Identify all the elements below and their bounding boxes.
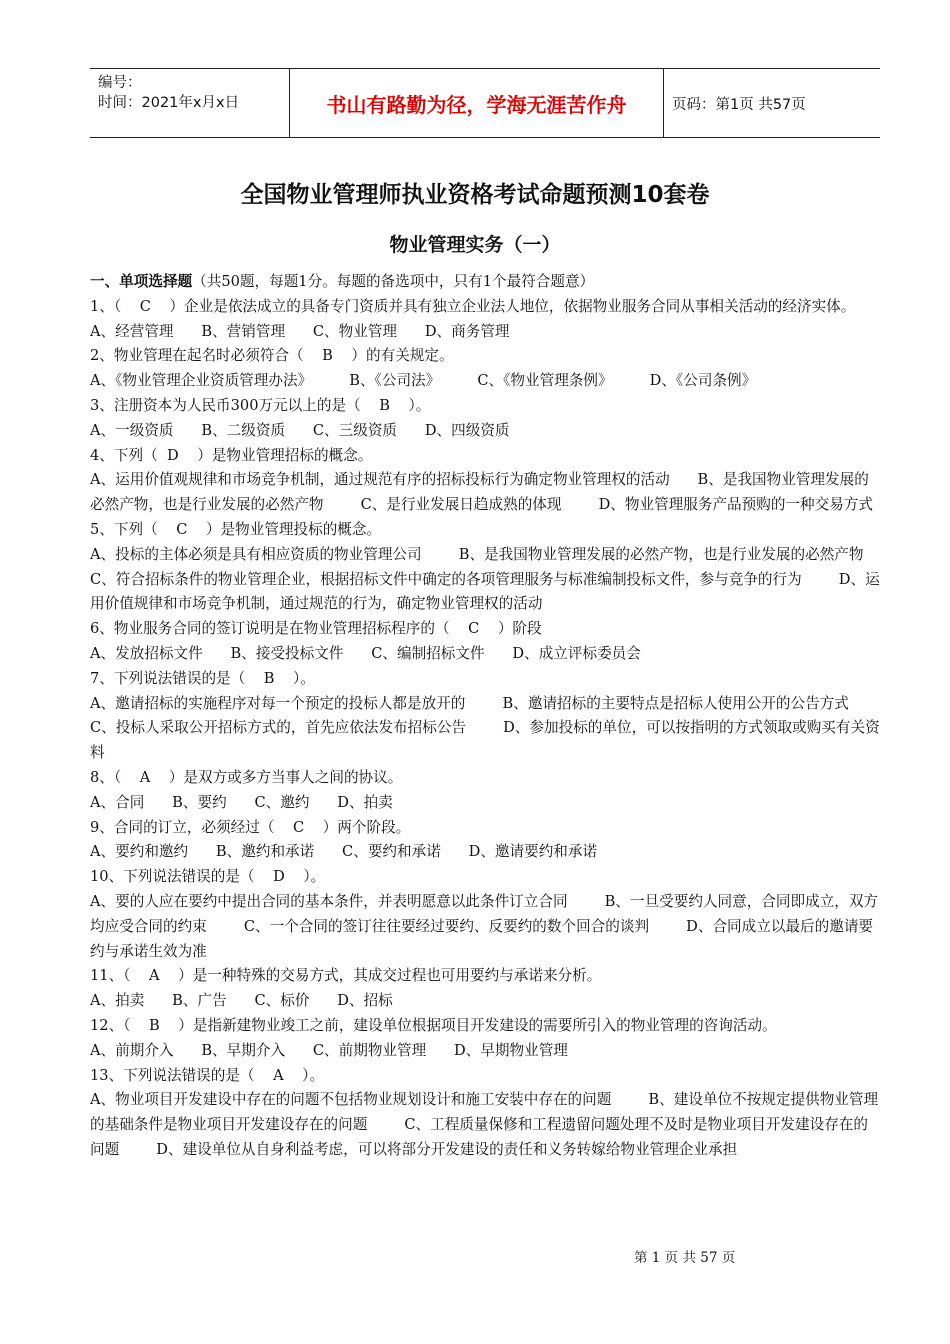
option-line: A、发放招标文件 B、接受投标文件 C、编制招标文件 D、成立评标委员会 <box>90 644 641 662</box>
question-line: 3、注册资本为人民币300万元以上的是（ B ）。 <box>90 396 431 414</box>
option-line: A、物业项目开发建设中存在的问题不包括物业规划设计和施工安装中存在的问题 B、建设单位不按规定提供物业管理的基础条件是物业项目开发建设存在的问题 C、工程质量保修和工程遗留问题处理不及时是物业项目开发建设存在的问题 D、建设单位从自身利益考虑，可以将部分开发建设的责任和义务转嫁给物业管理企业承担 <box>90 1091 879 1158</box>
section-heading-line <box>90 270 880 295</box>
option-line: A、一级资质 B、二级资质 C、三级资质 D、四级资质 <box>90 421 510 439</box>
option-line: A、投标的主体必须是具有相应资质的物业管理公司 B、是我国物业管理发展的必然产物，也是行业发展的必然产物 C、符合招标条件的物业管理企业，根据招标文件中确定的各项管理服务与标准编制投标文件，参与竞争的行为 D、运用价值规律和市场竞争机制，通过规范的行为，确定物业管理权的活动 <box>90 545 901 613</box>
question-line: 5、下列（ C ）是物业管理投标的概念。 <box>90 520 382 538</box>
question-line: 2、物业管理在起名时必须符合（ B ）的有关规定。 <box>90 347 454 365</box>
document-subtitle: 物业管理实务（一） <box>389 234 561 256</box>
option-line: A、经营管理 B、营销管理 C、物业管理 D、商务管理 <box>90 322 510 340</box>
question-line: 4、下列（ D ）是物业管理招标的概念。 <box>90 446 373 464</box>
header-motto: 书山有路勤为径，学海无涯苦作舟 <box>290 69 664 137</box>
question-line: 9、合同的订立，必须经过（ C ）两个阶段。 <box>90 818 411 836</box>
question-line: 6、物业服务合同的签订说明是在物业管理招标程序的（ C ）阶段 <box>90 620 542 638</box>
section-note: （共50题，每题1分。每题的备选项中，只有1个最符合题意） <box>192 273 595 290</box>
question-line: 8、（ A ）是双方或多方当事人之间的协议。 <box>90 768 403 786</box>
header-meta <box>90 69 290 137</box>
option-line: A、合同 B、要约 C、邀约 D、拍卖 <box>90 793 393 811</box>
page-footer: 第 1 页 共 57 页 <box>634 1250 736 1266</box>
time-label: 时间：2021年x月x日 <box>98 95 240 111</box>
serial-label: 编号： <box>98 75 142 91</box>
option-line: A、要约和邀约 B、邀约和承诺 C、要约和承诺 D、邀请要约和承诺 <box>90 843 598 861</box>
question-line: 1、（ C ）企业是依法成立的具备专门资质并具有独立企业法人地位，依据物业服务合同从事相关活动的经济实体。 <box>90 297 856 315</box>
question-line: 7、下列说法错误的是（ B ）。 <box>90 669 315 687</box>
header-page-info: 页码：第1页 共57页 <box>672 96 806 113</box>
section-heading: 一、单项选择题 <box>90 273 193 290</box>
page-header <box>90 68 880 138</box>
question-line: 13、下列说法错误的是（ A ）。 <box>90 1066 325 1084</box>
question-line: 11、（ A ）是一种特殊的交易方式，其成交过程也可用要约与承诺来分析。 <box>90 967 602 985</box>
option-line: A、前期介入 B、早期介入 C、前期物业管理 D、早期物业管理 <box>90 1041 568 1059</box>
option-line: A、邀请招标的实施程序对每一个预定的投标人都是放开的 B、邀请招标的主要特点是招标人使用公开的公告方式 C、投标人采取公开招标方式的，首先应依法发布招标公告 D、参加投标的单位，可以按指明的方式领取或购买有关资料 <box>90 694 887 762</box>
question-content <box>90 270 901 1163</box>
option-line: A、拍卖 B、广告 C、标价 D、招标 <box>90 992 393 1010</box>
option-line: A、要的人应在要约中提出合同的基本条件，并表明愿意以此条件订立合同 B、一旦受要约人同意，合同即成立，双方均应受合同的约束 C、一个合同的签订往往要经过要约、反要约的数个回合的谈判 D、合同成立以最后的邀请要约与承诺生效为准 <box>90 892 879 960</box>
document-title: 全国物业管理师执业资格考试命题预测10套卷 <box>240 182 710 208</box>
question-line: 10、下列说法错误的是（ D ）。 <box>90 868 326 886</box>
option-line: A、《物业管理企业资质管理办法》 B、《公司法》 C、《物业管理条例》 D、《公司条例》 <box>90 372 757 390</box>
question-line: 12、（ B ）是指新建物业竣工之前，建设单位根据项目开发建设的需要所引入的物业管理的咨询活动。 <box>90 1016 777 1034</box>
option-line: A、运用价值观规律和市场竞争机制，通过规范有序的招标投标行为确定物业管理权的活动 B、是我国物业管理发展的必然产物，也是行业发展的必然产物 C、是行业发展日趋成熟的体现 D、物业管理服务产品预购的一种交易方式 <box>90 471 874 514</box>
